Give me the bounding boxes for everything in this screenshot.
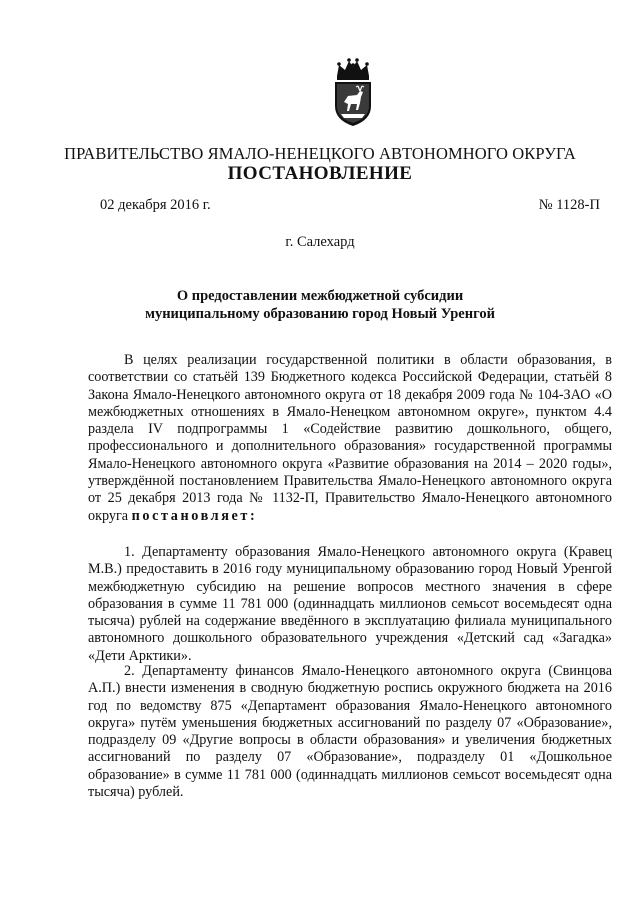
yamalo-nenets-coat-of-arms-icon [327,56,379,128]
preamble-text: В целях реализации государственной политики в области образования, в соответствии со статьёй 139 Бюджетного кодекса Российской Федерации, статьёй 8 Закона Ямало-Ненецкого автономного округа от 18 декабря 2009 года № 104-ЗАО «О межбюджетных отношениях в Ямало-Ненецком автономном округе», пунктом 4.4 раздела IV подпрограммы 1 «Содействие развитию дошкольного, общего, профессионального и дополнительного образования» государственной программы Ямало-Ненецкого автономного округа «Развитие образования на 2014 – 2020 годы», утверждённой постановлением Правительства Ямало-Ненецкого автономного округа от 25 декабря 2013 года № 1132-П, Правительство Ямало-Ненецкого автономного округа [88,352,612,524]
decree-title-line-1: О предоставлении межбюджетной субсидии [176,288,464,304]
decree-number: № 1128-П [538,197,600,213]
government-name: ПРАВИТЕЛЬСТВО ЯМАЛО-НЕНЕЦКОГО АВТОНОМНОГО ОКРУГА [64,144,576,163]
decree-item-2: 2. Департаменту финансов Ямало-Ненецкого автономного округа (Свинцова А.П.) внести изменения в сводную бюджетную роспись окружного бюджета на 2016 год по ведомству 875 «Департамент образования Ямало-Ненецкого автономного округа» путём уменьшения бюджетных ассигнований по разделу 07 «Образование», подразделу 09 «Другие вопросы в области образования» и увеличения бюджетных ассигнований по разделу 07 «Образование», подразделу 01 «Дошкольное образование» в сумме 11 781 000 (одиннадцать миллионов семьсот восемьдесят одна тысяча) рублей. [88,663,612,801]
decree-city: г. Салехард [285,234,355,250]
decree-word: постановляет: [131,507,258,524]
decree-date: 02 декабря 2016 г. [100,197,211,213]
preamble-paragraph [88,352,612,525]
document-type: ПОСТАНОВЛЕНИЕ [227,163,413,184]
decree-title-line-2: муниципальному образованию город Новый Уренгой [145,306,495,322]
decree-item-1: 1. Департаменту образования Ямало-Ненецкого автономного округа (Кравец М.В.) предоставить в 2016 году муниципальному образованию город Новый Уренгой межбюджетную субсидию на решение вопросов местного значения в сфере образования в сумме 11 781 000 (одиннадцать миллионов семьсот восемьдесят одна тысяча) рублей на содержание введённого в эксплуатацию филиала муниципального автономного дошкольного образовательного учреждения «Детский сад «Загадка» «Дети Арктики». [88,544,612,664]
